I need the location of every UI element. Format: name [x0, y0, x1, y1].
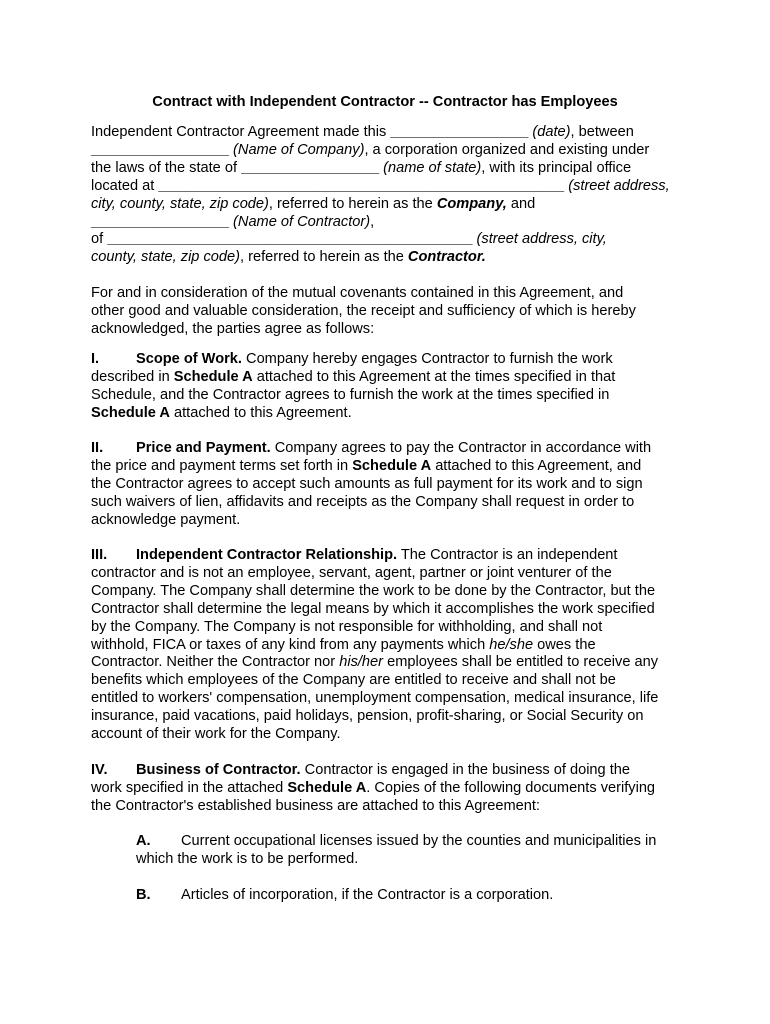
section-heading: Business of Contractor.: [136, 762, 301, 778]
preamble-line: located at __________________________________________________ (street address,: [91, 177, 670, 194]
subsection-letter: B.: [136, 887, 151, 903]
preamble-line: _________________ (Name of Company), a corporation organized and existing under: [91, 141, 650, 158]
company-name-blank[interactable]: _________________: [91, 141, 229, 158]
subsection-articles-of-incorporation: B. Articles of incorporation, if the Contractor is a corporation.: [136, 887, 554, 903]
date-blank[interactable]: _________________: [390, 124, 529, 140]
document-title: Contract with Independent Contractor -- Contractor has Employees: [152, 94, 618, 110]
preamble-line: of _____________________________________________ (street address, city,: [91, 231, 607, 248]
preamble-line: city, county, state, zip code), referred to herein as the Company, and: [91, 195, 536, 212]
section-number: II.: [91, 440, 104, 456]
company-address-blank[interactable]: __________________________________________________: [158, 177, 565, 194]
preamble-paragraph: [91, 124, 691, 267]
contractor-name-blank[interactable]: _________________: [91, 213, 229, 230]
section-number: III.: [91, 547, 108, 563]
preamble-line: the laws of the state of _________________ (name of state), with its principal office: [91, 159, 632, 176]
section-independent-contractor-relationship: III. Independent Contractor Relationship. The Contractor is an independent contractor and is not an employee, servant, agent, partner or joint venturer of the Company. The Company shall determine the work to be done by the Contractor, but the Contractor shall determine the legal means by which it accomplishes the work specified by the Company. The Company is not responsible for withholding, and shall not withhold, FICA or taxes of any kind from any payments which he/she owes the Contractor. Neither the Contractor nor his/her employees shall be entitled to receive any benefits which employees of the Company are entitled to receive and shall not be entitled to workers' compensation, unemployment compensation, medical insurance, life insurance, paid vacations, paid holidays, pension, profit-sharing, or Social Security on account of their work for the Company.: [91, 547, 659, 743]
preamble-line: Independent Contractor Agreement made this _________________ (date), between: [91, 124, 634, 140]
section-scope-of-work: I. Scope of Work. Company hereby engages Contractor to furnish the work described in Schedule A attached to this Agreement at the times specified in that Schedule, and the Contractor agrees to furnish the work at the times specified in Schedule A attached to this Agreement.: [91, 351, 616, 421]
preamble-line: _________________ (Name of Contractor),: [91, 213, 375, 230]
state-blank[interactable]: _________________: [241, 159, 380, 176]
contractor-address-blank[interactable]: _____________________________________________: [107, 231, 473, 248]
subsection-occupational-licenses: A. Current occupational licenses issued by the counties and municipalities in which the work is to be performed.: [136, 833, 657, 867]
consideration-paragraph: For and in consideration of the mutual covenants contained in this Agreement, and other good and valuable consideration, the receipt and sufficiency of which is hereby acknowledged, the parties agree as follows:: [91, 285, 636, 337]
section-number: I.: [91, 351, 100, 367]
preamble-line: county, state, zip code), referred to herein as the Contractor.: [91, 249, 486, 266]
section-heading: Scope of Work.: [136, 351, 242, 367]
section-business-of-contractor: IV. Business of Contractor. Contractor is engaged in the business of doing the work specified in the attached Schedule A. Copies of the following documents verifying the Contractor's established business are attached to this Agreement:: [91, 762, 656, 814]
section-heading: Price and Payment.: [136, 440, 271, 456]
section-number: IV.: [91, 762, 108, 778]
section-heading: Independent Contractor Relationship.: [136, 547, 398, 563]
section-price-and-payment: II. Price and Payment. Company agrees to pay the Contractor in accordance with the price and payment terms set forth in Schedule A attached to this Agreement, and the Contractor agrees to accept such amounts as full payment for its work and to sign such waivers of lien, affidavits and receipts as the Company shall request in order to acknowledge payment.: [91, 440, 652, 528]
subsection-letter: A.: [136, 833, 151, 849]
